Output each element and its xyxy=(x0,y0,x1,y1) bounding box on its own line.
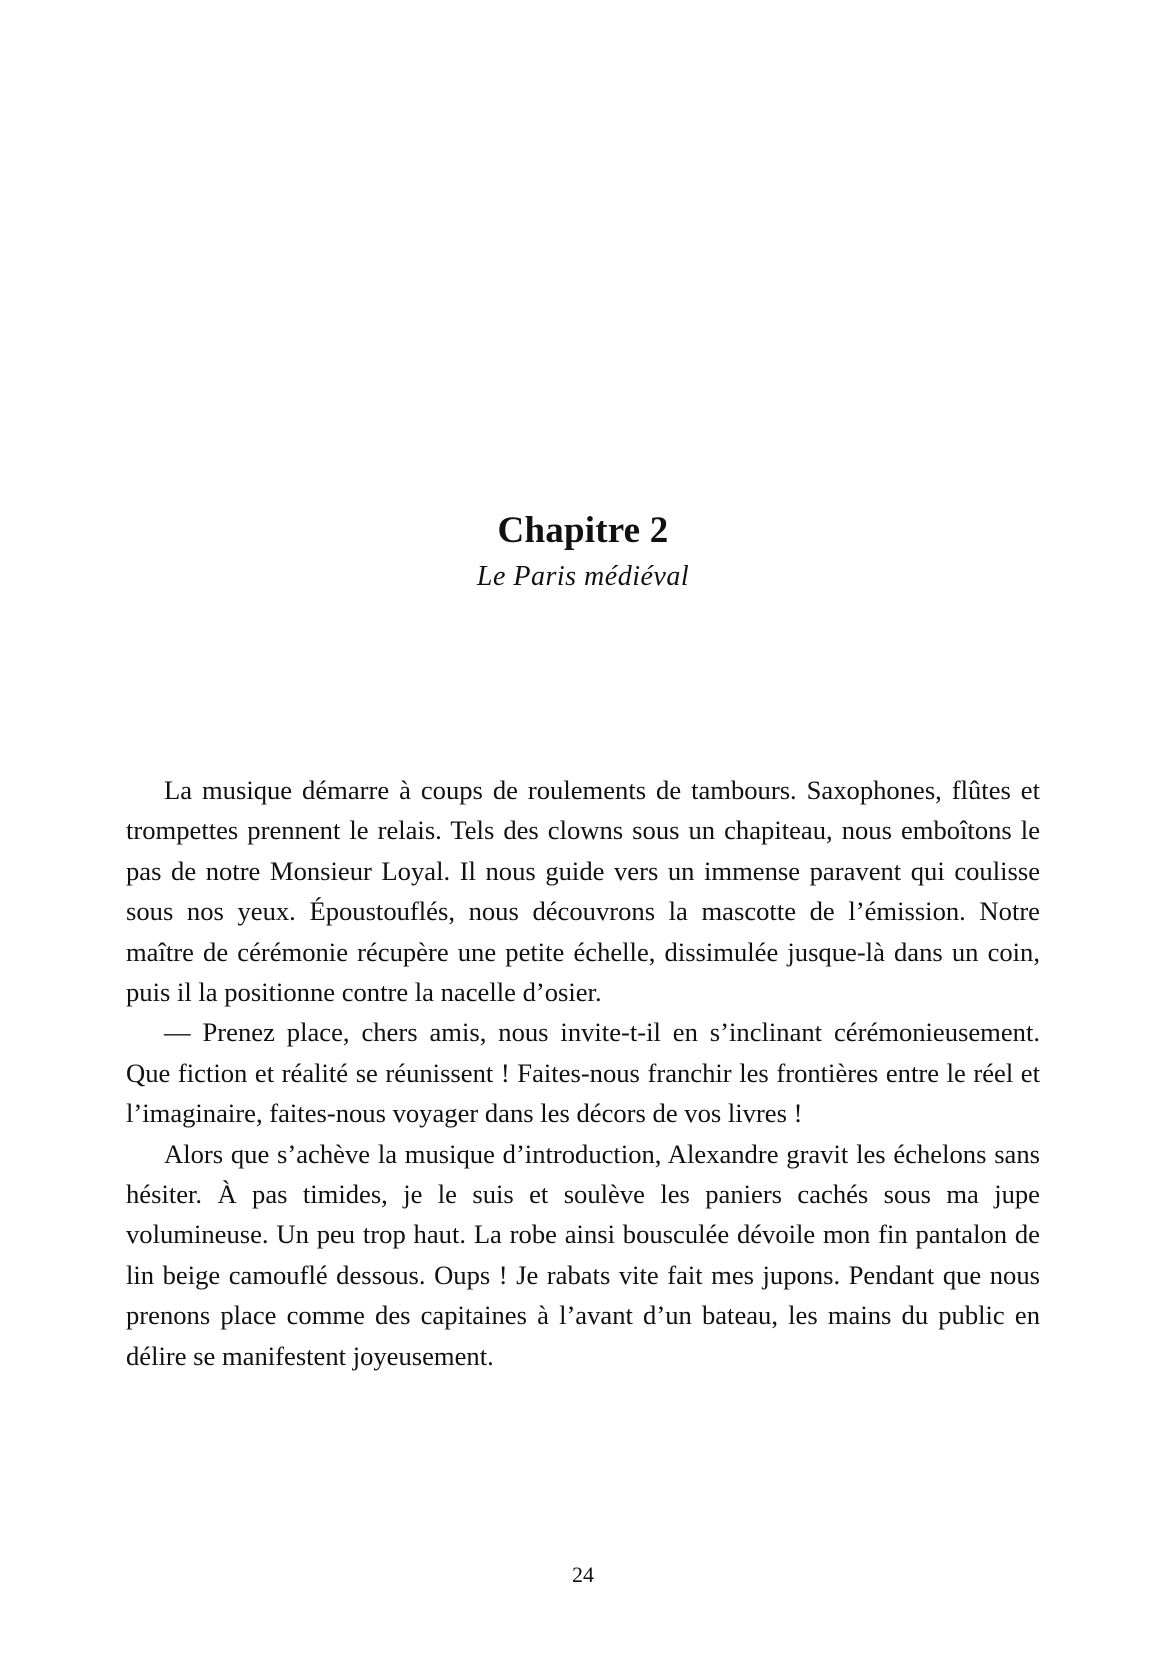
body-text xyxy=(126,770,1040,1376)
chapter-heading xyxy=(0,510,1166,594)
page-number: 24 xyxy=(572,1562,594,1587)
chapter-title: Chapitre 2 xyxy=(497,510,669,551)
paragraph: — Prenez place, chers amis, nous invite-t-il en s’inclinant cérémonieusement. Que fiction et réalité se réunissent ! Faites-nous franchir les frontières entre le réel et l’imaginaire, faites-nous voyager dans les décors de vos livres ! xyxy=(126,1017,1040,1129)
paragraph: La musique démarre à coups de roulements de tambours. Saxophones, flûtes et trompettes prennent le relais. Tels des clowns sous un chapiteau, nous emboîtons le pas de notre Monsieur Loyal. Il nous guide vers un immense paravent qui coulisse sous nos yeux. Époustouflés, nous découvrons la mascotte de l’émission. Notre maître de cérémonie récupère une petite échelle, dissimulée jusque-là dans un coin, puis il la positionne contre la nacelle d’osier. xyxy=(126,775,1040,1008)
chapter-subtitle: Le Paris médiéval xyxy=(476,561,690,592)
paragraph: Alors que s’achève la musique d’introduction, Alexandre gravit les échelons sans hésiter. À pas timides, je le suis et soulève les paniers cachés sous ma jupe volumineuse. Un peu trop haut. La robe ainsi bousculée dévoile mon fin pantalon de lin beige camouflé dessous. Oups ! Je rabats vite fait mes jupons. Pendant que nous prenons place comme des capitaines à l’avant d’un bateau, les mains du public en délire se manifestent joyeusement. xyxy=(126,1138,1040,1371)
